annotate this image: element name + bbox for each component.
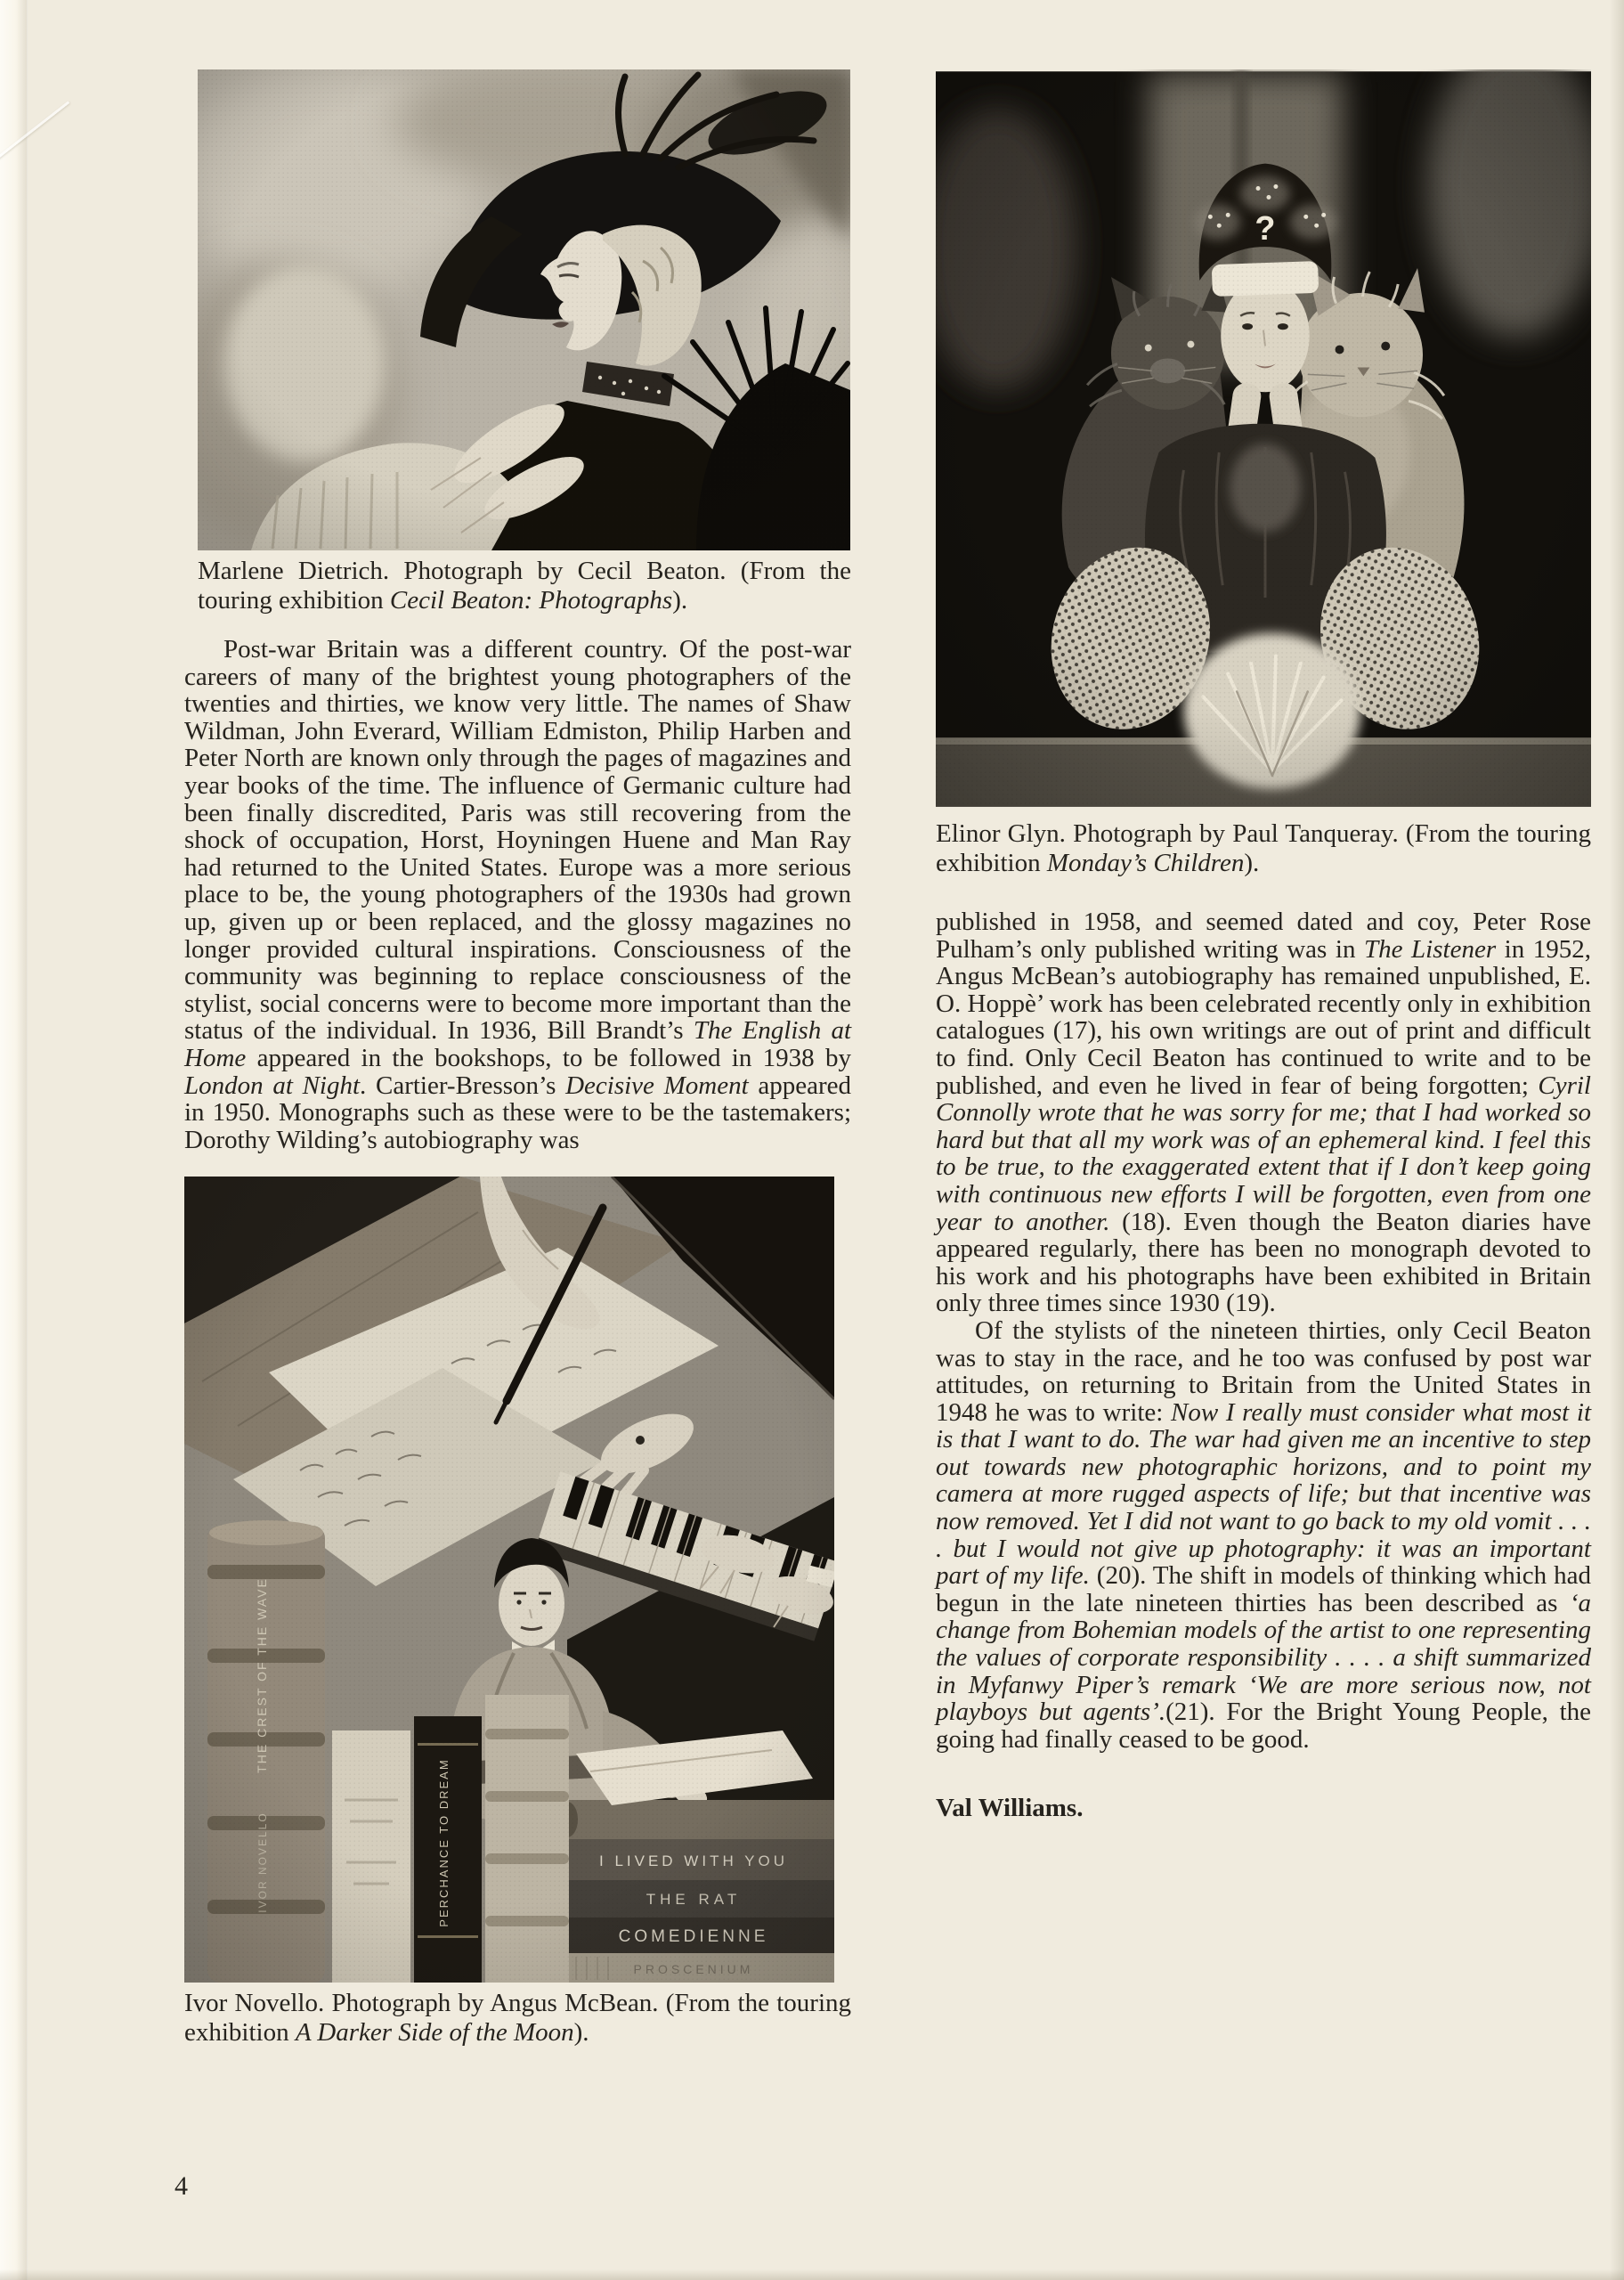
body-paragraph-right-1: published in 1958, and seemed dated and coy, Peter Rose Pulham’s only published writing was in The Listener in 1952, Angus McBean’s autobiography has remained unpublished, E. O. Hoppè’ work has been celebrated recently only in exhibition catalogues (17), his own writings are out of print and difficult to find. Only Cecil Beaton has continued to write and to be published, and even he lived in fear of being forgotten; Cyril Connolly wrote that he was sorry for me; that I had worked so hard but that all my work was of an ephemeral kind. I feel this to be true, to the exaggerated extent that if I don’t keep going with continuous new efforts I will be forgotten, even from one year to another. (18). Even though the Beaton diaries have appeared regularly, there has been no monograph devoted to his work and his photographs have been exhibited in Britain only three times since 1930 (19). — [936, 908, 1592, 1318]
glyn-caption: Elinor Glyn. Photograph by Paul Tanqueray. (From the touring exhibition Monday’s Children). — [936, 819, 1591, 877]
novello-photo — [184, 1177, 834, 1983]
page-edge-left — [0, 0, 28, 2280]
body-paragraph-left: Post-war Britain was a different country. Of the post-war careers of many of the brightest young photographers of the twenties and thirties, we know very little. The names of Shaw Wildman, John Everard, William Edmiston, Philip Harben and Peter North are known only through the pages of magazines and year books of the time. The influence of Germanic culture had been finally discredited, Paris was still recovering from the shock of occupation, Horst, Hoyningen Huene and Man Ray had returned to the United States. Europe was a more serious place to be, the young photographers of the 1930s had grown up, given up or been replaced, and the glossy magazines no longer provided cultural inspirations. Consciousness of the community was beginning to replace consciousness of the stylist, social concerns were to become more important than the status of the individual. In 1936, Bill Brandt’s The English at Home appeared in the bookshops, to be followed in 1938 by London at Night. Cartier-Bresson’s Decisive Moment appeared in 1950. Monographs such as these were to be the tastemakers; Dorothy Wilding’s autobiography was — [184, 635, 852, 1154]
figure-glyn — [936, 69, 1591, 878]
page-edge-right — [1610, 0, 1624, 2280]
right-column — [936, 69, 1591, 1823]
glyn-photo — [936, 69, 1591, 809]
body-paragraph-right-2: Of the stylists of the nineteen thirties, only Cecil Beaton was to stay in the race, and he too was confused by post war attitudes, on returning to Britain from the United States in 1948 he was to write: Now I really must consider what most it is that I want to do. The war had given me an incentive to step out towards new photographic horizons, and to point my camera at more rugged aspects of life; but that incentive was now removed. Yet I did not want to go back to my old vomit . . . . but I would not give up photography: it was an important part of my life. (20). The shift in models of thinking which had begun in the late nineteen thirties has been described as ‘a change from Bohemian models of the artist to one representing the values of corporate responsibility . . . . a shift summarized in Myfanwy Piper’s remark ‘We are more serious now, not playboys but agents’.(21). For the Bright Young People, the going had finally ceased to be good. — [936, 1315, 1592, 1754]
page-edge-bottom — [0, 2269, 1624, 2280]
page-number: 4 — [175, 2171, 188, 2201]
dietrich-caption: Marlene Dietrich. Photograph by Cecil Beaton. (From the touring exhibition Cecil Beaton: Photographs). — [198, 557, 851, 615]
author-byline: Val Williams. — [936, 1794, 1084, 1823]
left-column — [184, 69, 851, 2048]
novello-caption: Ivor Novello. Photograph by Angus McBean. (From the touring exhibition A Darker Side of the Moon). — [184, 1989, 851, 2048]
dietrich-photo — [198, 69, 850, 550]
figure-novello — [184, 1177, 851, 2048]
figure-dietrich — [198, 69, 851, 615]
